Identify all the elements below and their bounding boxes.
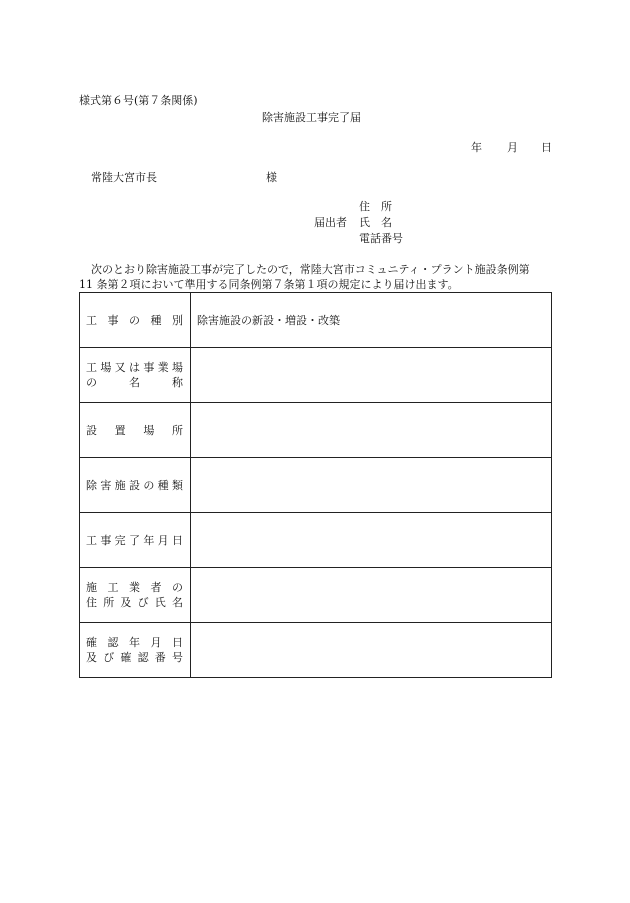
table-row xyxy=(80,293,552,348)
applicant-label: 届出者 xyxy=(314,216,347,229)
contractor-value[interactable] xyxy=(191,568,552,623)
row-label-cell xyxy=(80,513,191,568)
installation-location-value[interactable] xyxy=(191,403,552,458)
row-label-cell xyxy=(80,458,191,513)
label-installation-location: 設 置 場 所 xyxy=(86,423,183,437)
label-confirmation-line1: 確 認 年 月 日 xyxy=(86,636,183,649)
row-label-cell xyxy=(80,568,191,623)
label-facility-type: 除 害 施 設 の 種 類 xyxy=(86,478,183,492)
document-title: 除害施設工事完了届 xyxy=(262,111,361,124)
completion-date-value[interactable] xyxy=(191,513,552,568)
label-facility-name-line1: 工 場 又 は 事 業 場 xyxy=(86,361,183,374)
table-row xyxy=(80,623,552,678)
form-table xyxy=(79,292,552,678)
body-text-line-1: 次のとおり除害施設工事が完了したので，常陸大宮市コミュニティ・プラント施設条例第 xyxy=(91,263,530,276)
applicant-phone-label: 電話番号 xyxy=(359,232,403,245)
label-contractor-line2: 住 所 及 び 氏 名 xyxy=(86,596,183,609)
label-contractor-line1: 施 工 業 者 の xyxy=(86,581,183,594)
table-row xyxy=(80,458,552,513)
table-row xyxy=(80,403,552,458)
date-year: 年 xyxy=(471,141,482,154)
row-label-cell xyxy=(80,348,191,403)
label-construction-type: 工 事 の 種 別 xyxy=(86,313,183,327)
row-label-cell xyxy=(80,403,191,458)
facility-name-value[interactable] xyxy=(191,348,552,403)
table-row xyxy=(80,568,552,623)
addressee-honorific: 様 xyxy=(266,171,277,184)
label-completion-date: 工 事 完 了 年 月 日 xyxy=(86,533,183,547)
date-month: 月 xyxy=(507,141,518,154)
table-row xyxy=(80,348,552,403)
table-row xyxy=(80,513,552,568)
label-confirmation-line2: 及 び 確 認 番 号 xyxy=(86,651,183,664)
form-number: 様式第６号(第７条関係) xyxy=(79,94,198,107)
applicant-name-label: 氏 名 xyxy=(359,216,392,229)
label-facility-name-line2: の 名 称 xyxy=(86,376,183,389)
date-day: 日 xyxy=(541,141,552,154)
row-label-cell xyxy=(80,623,191,678)
addressee-name: 常陸大宮市長 xyxy=(91,171,157,184)
facility-type-value[interactable] xyxy=(191,458,552,513)
applicant-address-label: 住 所 xyxy=(359,200,392,213)
body-text-line-2: 11 条第２項において準用する同条例第７条第１項の規定により届け出ます。 xyxy=(79,278,459,291)
confirmation-value[interactable] xyxy=(191,623,552,678)
row-label-cell xyxy=(80,293,191,348)
construction-type-value[interactable]: 除害施設の新設・増設・改築 xyxy=(191,293,552,348)
